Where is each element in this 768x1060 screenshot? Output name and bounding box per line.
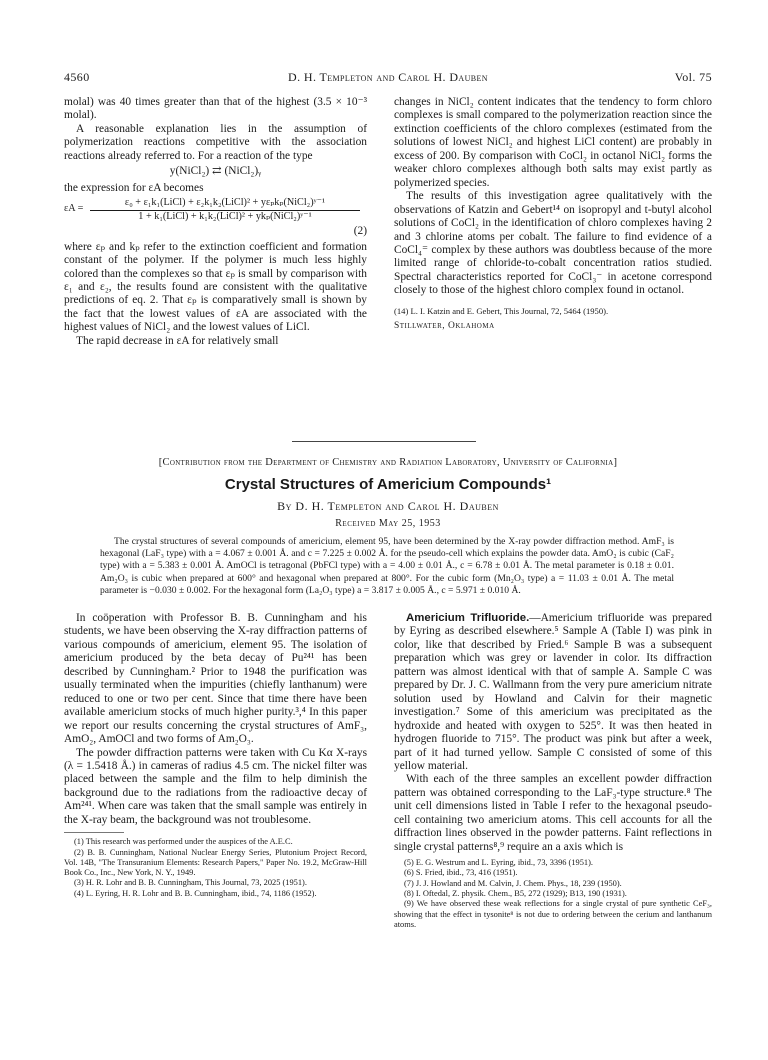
footnote: (6) S. Fried, ibid., 73, 416 (1951). bbox=[404, 868, 518, 878]
paragraph: A reasonable explanation lies in the assumption of polymerization reactions competitive with the association reactions already referred to. For a reaction of the type bbox=[64, 122, 367, 162]
abstract: The crystal structures of several compounds of americium, element 95, have been determined by the X-ray powder diffraction method. AmF₃ is hexagonal (LaF₃ type) with a = 4.067 ± 0.001 Å. and c = 7.225 ± 0.002 Å. for the pseudo-cell which explains the powder data. AmO₂ is cubic (CaF₂ type) with a = 5.383 ± 0.001 Å. AmOCl is tetragonal (PbFCl type) with a = 4.00 ± 0.01 Å., c = 6.78 ± 0.01 Å. The metal parameter is 0.18 ± 0.01. Am₂O₃ is cubic when prepared at 600° and hexagonal when prepared at 800°. For the cubic form (Mn₂O₃ type) a = 11.03 ± 0.01 Å. The metal parameter is −0.030 ± 0.002. For the hexagonal form (La₂O₃ type) a = 3.817 ± 0.005 Å., c = 5.971 ± 0.010 Å. bbox=[100, 536, 674, 596]
paragraph-text: —Americium trifluoride was prepared by Eyring as described elsewhere.⁵ Sample A (Table I) was pink in color, like that described by Fried.⁶ Sample B was a subsequent preparation which was grey or lavender in color. Its diffraction pattern was almost identical with that of sample A. Sample C was prepared by Dr. J. C. Wallmann from the very pure americium nitrate solution used by Howland and Calvin for their magnetic investigation.⁷ Some of this americium was precipitated as the hydroxide and heated with oxygen to 525°. It was then heated in hydrogen fluoride to 715°. The product was pink but after a week, part of it had turned yellow. Sample C consisted of some of this yellow material. bbox=[394, 612, 712, 772]
footnote: (3) H. R. Lohr and B. B. Cunningham, This Journal, 73, 2025 (1951). bbox=[74, 878, 307, 888]
equation-denominator: 1 + k₁(LiCl) + k₁k₂(LiCl)² + ykₚ(NiCl₂)ʸ⁻¹ bbox=[138, 211, 312, 223]
paragraph: The results of this investigation agree qualitatively with the observations of Katzin and Gebert¹⁴ on isopropyl and t-butyl alcohol solutions of CoCl₂ in the identification of chloro complexes having 2 and 3 chlorine atoms per cobalt. The failure to find evidence of a CoCl₄⁼ complex by these authors was doubtless because of the more limited range of chloride-to-cobalt concentration ratios studied. Spectral characteristics reported for CoCl₃⁻ in acetone correspond closely to those of the highest chloro complex found in octanol. bbox=[394, 190, 712, 297]
footnote: (1) This research was performed under the auspices of the A.E.C. bbox=[74, 837, 293, 847]
paragraph: The rapid decrease in εA for relatively small bbox=[76, 334, 279, 347]
section-divider bbox=[292, 441, 476, 442]
footnote: (4) L. Eyring, H. R. Lohr and B. B. Cunningham, ibid., 74, 1186 (1952). bbox=[74, 888, 317, 898]
paragraph: The powder diffraction patterns were taken with Cu Kα X-rays (λ = 1.5418 Å.) in cameras of radius 4.5 cm. The nickel filter was placed between the sample and the film to help diminish the background due to the radiations from the radioactive decay of Am²⁴¹. When care was taken that the small sample was entirely in the X-ray beam, the background was not troublesome. bbox=[64, 746, 367, 826]
received-date: Received May 25, 1953 bbox=[335, 518, 441, 529]
running-head-authors: D. H. Templeton and Carol H. Dauben bbox=[288, 70, 488, 84]
paragraph: molal) was 40 times greater than that of the highest (3.5 × 10⁻³ molal). bbox=[64, 96, 367, 122]
footnote: (5) E. G. Westrum and L. Eyring, ibid., 73, 3396 (1951). bbox=[404, 858, 593, 868]
page-number: 4560 bbox=[64, 70, 90, 84]
footnotes-right bbox=[394, 858, 712, 930]
footnote: (8) I. Oftedal, Z. physik. Chem., B5, 272 (1929); B13, 190 (1931). bbox=[404, 889, 627, 899]
paragraph: where εₚ and kₚ refer to the extinction coefficient and formation constant of the polymer. If the polymer is much less highly colored than the complexes so that εₚ is small by comparison with ε₁ and ε₂, the results found are consistent with the qualitative predictions of eq. 2. That εₚ is comparatively small is shown by the fact that the lowest values of εA are associated with the highest values of NiCl₂ and the lowest values of LiCl. bbox=[64, 240, 367, 334]
footnote: (9) We have observed these weak reflections for a single crystal of pure synthetic CeF₃, showing that the effect in tysonite⁸ is not due to ordering between the cerium and lanthanum atoms. bbox=[394, 899, 712, 929]
article-left-column bbox=[64, 612, 367, 899]
equation-numerator: ε₀ + ε₁k₁(LiCl) + ε₂k₁k₂(LiCl)² + yεₚkₚ(NiCl₂)ʸ⁻¹ bbox=[90, 197, 360, 211]
paragraph: changes in NiCl₂ content indicates that the tendency to form chloro complexes is small compared to the polymerization reaction since the extinction coefficients of the chloro complexes (estimated from the solutions of lowest NiCl₂ and highest LiCl content) are probably in excess of 200. By comparison with CoCl₂ in octanol NiCl₂ forms the weaker chloro complexes although both salts may exist partly as polymerized species. bbox=[394, 96, 712, 189]
equation-number: (2) bbox=[353, 225, 367, 238]
paragraph: With each of the three samples an excellent powder diffraction pattern was obtained corresponding to the LaF₃-type structure.⁸ The unit cell dimensions listed in Table I refer to the hexagonal pseudo-cell containing two americium atoms. This cell accounts for all the diffraction lines observed in the powder patterns. Faint reflections in single crystal patterns⁸,⁹ require an a axis which is bbox=[394, 773, 712, 853]
paragraph: In coöperation with Professor B. B. Cunningham and his students, we have been observing the X-ray diffraction patterns of various compounds of americium, element 95. The isolation of americium produced by the beta decay of Pu²⁴¹ has been described by Cunningham.² Prior to 1948 the purification was usually terminated when the impurities (chiefly lanthanum) were reduced to one or two per cent. Since that time there have been available americium stocks of much higher purity.³,⁴ In this paper we report our results concerning the crystal structures of AmF₃, AmO₂, AmOCl and two forms of Am₂O₃. bbox=[64, 612, 367, 746]
reaction-equation: y(NiCl₂) ⇄ (NiCl₂)ᵧ bbox=[169, 165, 262, 178]
byline: By D. H. Templeton and Carol H. Dauben bbox=[277, 499, 499, 513]
footnote: (7) J. J. Howland and M. Calvin, J. Chem. Phys., 18, 239 (1950). bbox=[404, 878, 622, 888]
equation-2 bbox=[64, 197, 367, 223]
article-title: Crystal Structures of Americium Compounds¹ bbox=[224, 476, 552, 493]
footnote: (14) L. I. Katzin and E. Gebert, This Journal, 72, 5464 (1950). bbox=[394, 305, 609, 316]
previous-article-left-column bbox=[64, 96, 367, 348]
paragraph: the expression for εA becomes bbox=[64, 181, 204, 194]
previous-article-right-column bbox=[394, 96, 712, 333]
section-heading: Americium Trifluoride. bbox=[406, 612, 530, 624]
equation-fraction bbox=[90, 197, 360, 223]
paragraph bbox=[394, 612, 712, 773]
article-right-column bbox=[394, 612, 712, 930]
volume-label: Vol. 75 bbox=[674, 70, 712, 84]
equation-lhs: εA = bbox=[64, 203, 84, 215]
affiliation-place: Stillwater, Oklahoma bbox=[394, 320, 495, 331]
contribution-line: [Contribution from the Department of Chemistry and Radiation Laboratory, University of California] bbox=[158, 457, 618, 468]
running-head bbox=[64, 70, 712, 88]
footnote-rule bbox=[64, 832, 124, 833]
footnote: (2) B. B. Cunningham, National Nuclear Energy Series, Plutonium Project Record, Vol. 14B, "The Transuranium Elements: Research Papers," Paper No. 19.2, McGraw-Hill Book Co., Inc., New York, N. Y., 1949. bbox=[64, 847, 367, 878]
footnotes-left bbox=[64, 837, 367, 899]
